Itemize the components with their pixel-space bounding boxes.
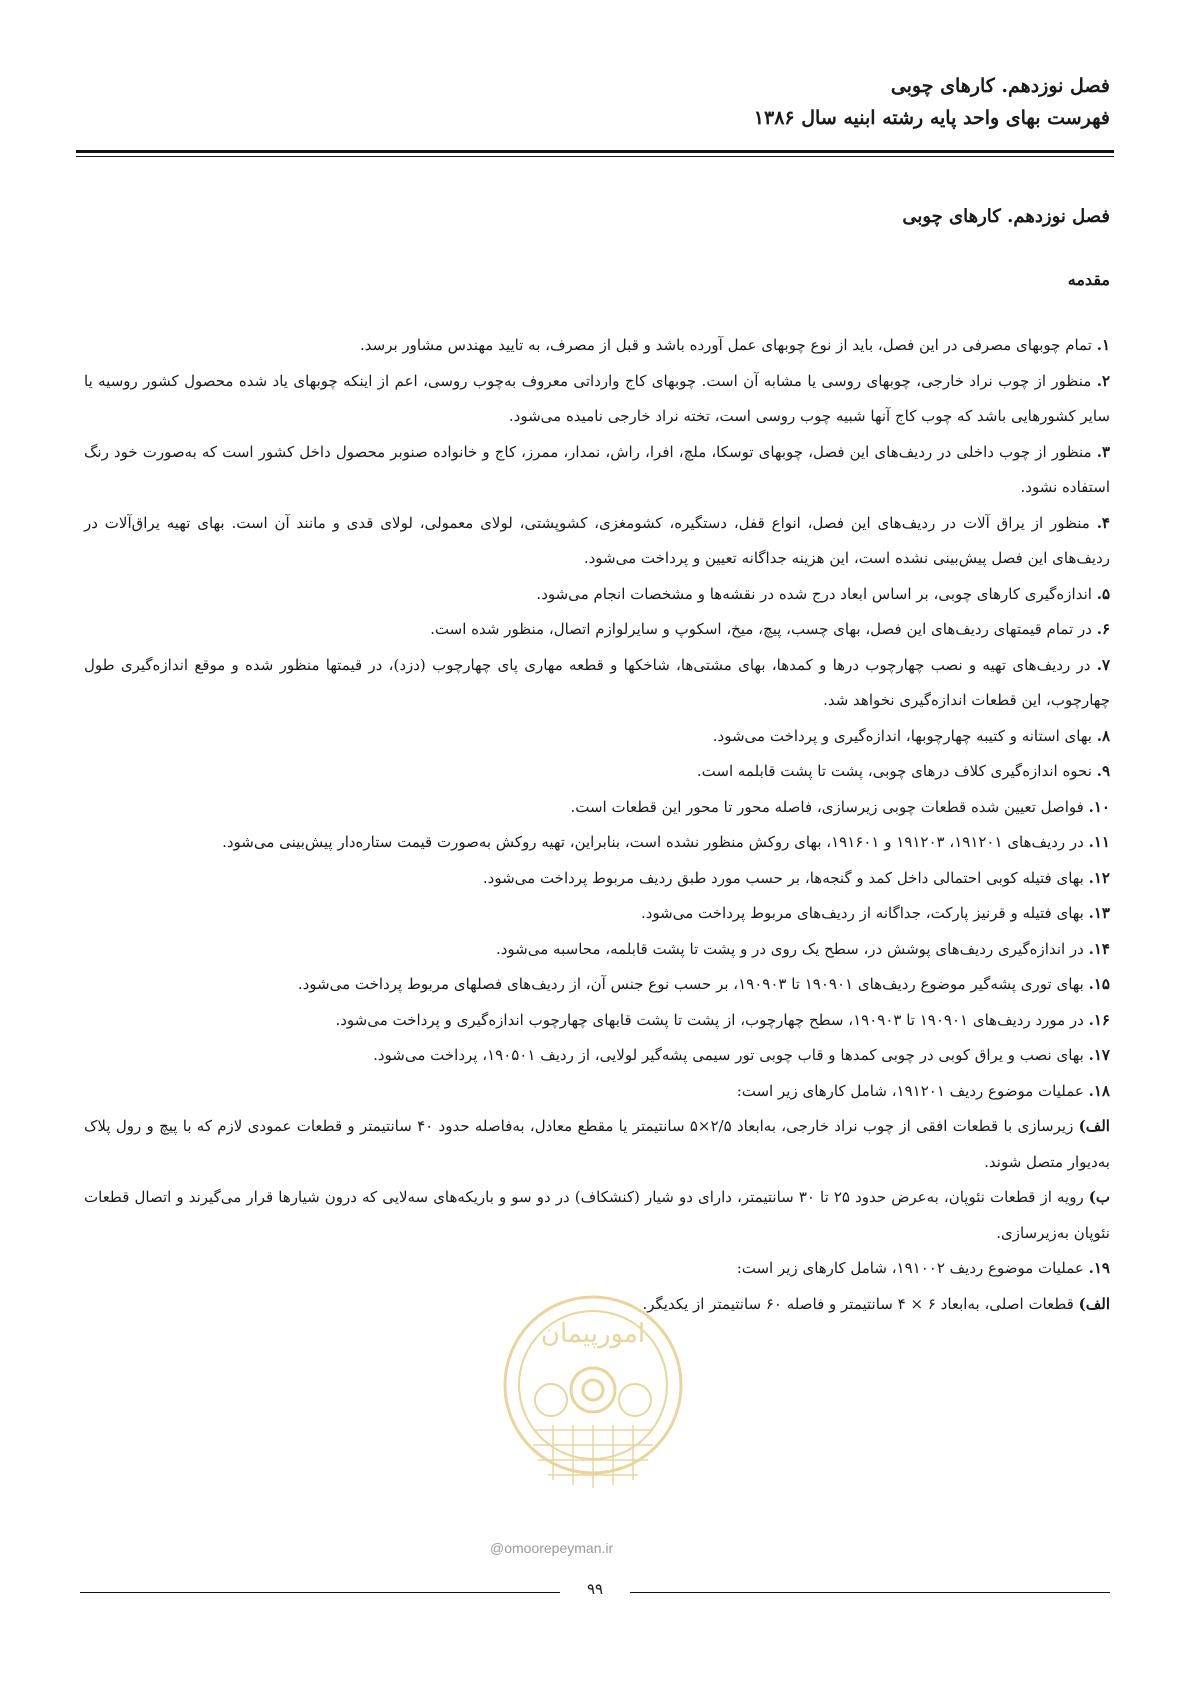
paragraph-text: بهای فتیله و قرنیز پارکت، جداگانه از ردیف‌های مربوط پرداخت می‌شود. [640, 904, 1084, 922]
paragraph [84, 932, 1110, 968]
paragraph-number: ۶. [1096, 620, 1110, 638]
paragraph-number: ب) [1088, 1188, 1111, 1206]
paragraph-number: ۱۶. [1088, 1010, 1110, 1029]
watermark-text: @omoorepeyman.ir [490, 1540, 614, 1556]
paragraph [84, 754, 1110, 790]
paragraph-text: منظور از چوب نراد خارجی، چوبهای روسی یا مشابه آن است. چوبهای کاج وارداتی معروف به‌چوب روسی، اعم از اینکه چوبهای یاد شده محصول کشور روسیه یا سایر کشورهایی باشد که چوب کاج آنها شبیه چوب روسی است، تخته نراد خارجی نامیده می‌شود. [84, 371, 1110, 425]
header-list-title: فهرست بهای واحد پایه رشته ابنیه سال ۱۳۸۶ [753, 107, 1110, 129]
paragraph [84, 577, 1110, 613]
paragraph [84, 364, 1110, 435]
seal-text: امورپیمان [540, 1319, 646, 1349]
paragraph-number: ۱. [1096, 336, 1110, 354]
paragraph-text: فواصل تعیین شده قطعات چوبی زیرسازی، فاصله محور تا محور این قطعات است. [570, 797, 1084, 816]
paragraph [84, 861, 1110, 897]
paragraph-text: در مورد ردیف‌های ۱۹۰۹۰۱ تا ۱۹۰۹۰۳، سطح چهارچوب، از پشت تا پشت قابهای چهارچوب اندازه‌گیری و پرداخت می‌شود. [335, 1010, 1084, 1029]
section-title: فصل نوزدهم. کارهای چوبی [902, 206, 1110, 227]
paragraph [84, 612, 1110, 648]
paragraph-number: ۳. [1096, 442, 1110, 461]
paragraph-text: در تمام قیمتهای ردیف‌های این فصل، بهای چسب، پیچ، میخ، اسکوپ و سایرلوازم اتصال، منظور شده است. [430, 620, 1092, 638]
paragraph-number: ۵. [1096, 584, 1110, 603]
paragraph-text: زیرسازی با قطعات افقی از چوب نراد خارجی، به‌ابعاد ۲/۵×۵ سانتیمتر یا مقطع معادل، به‌فاصله حدود ۴۰ سانتیمتر و قطعات عمودی لازم که با پیچ و رول پلاک به‌دیوار متصل شوند. [84, 1117, 1110, 1171]
paragraph-text: منظور از چوب داخلی در ردیف‌های این فصل، چوبهای توسکا، ملچ، افرا، راش، نمدار، ممرز، کاج و خانواده صنوبر محصول داخل کشور است که به‌صورت خود رنگ استفاده نشود. [84, 442, 1110, 496]
paragraph [84, 719, 1110, 755]
paragraph-number: ۹. [1096, 762, 1110, 780]
paragraph-number: الف) [1078, 1117, 1110, 1135]
paragraph [84, 825, 1110, 861]
paragraph-number: ۷. [1096, 655, 1110, 674]
page-footer [80, 1580, 1110, 1600]
paragraph-text: رویه از قطعات نئوپان، به‌عرض حدود ۲۵ تا ۳۰ سانتیمتر، دارای دو شیار (کنشکاف) در دو سو و باریکه‌های سه‌لایی که درون شیارها قرار می‌گیرند و اتصال قطعات نئوپان به‌زیرسازی. [84, 1188, 1110, 1242]
paragraph-text: نحوه اندازه‌گیری کلاف درهای چوبی، پشت تا پشت قابلمه است. [696, 762, 1092, 780]
seal-watermark-icon [493, 1280, 693, 1530]
paragraph-text: عملیات موضوع ردیف ۱۹۱۲۰۱، شامل کارهای زیر است: [736, 1081, 1084, 1100]
paragraph-number: ۲. [1096, 371, 1110, 390]
document-body [84, 328, 1110, 1322]
paragraph [84, 1074, 1110, 1110]
paragraph-number: ۸. [1096, 726, 1110, 745]
paragraph-text: بهای توری پشه‌گیر موضوع ردیف‌های ۱۹۰۹۰۱ تا ۱۹۰۹۰۳، بر حسب نوع جنس آن، از ردیف‌های فصلهای مربوط پرداخت می‌شود. [297, 975, 1084, 993]
paragraph-text: قطعات اصلی، به‌ابعاد ۶ × ۴ سانتیمتر و فاصله ۶۰ سانتیمتر از یکدیگر. [642, 1294, 1074, 1313]
header-rule-thin [76, 156, 1114, 157]
header-chapter: فصل نوزدهم. کارهای چوبی [890, 75, 1110, 97]
paragraph [84, 328, 1110, 364]
paragraph-text: در ردیف‌های ۱۹۱۲۰۱، ۱۹۱۲۰۳ و ۱۹۱۶۰۱، بهای روکش منظور نشده است، بنابراین، تهیه روکش به‌صورت قیمت ستاره‌دار پیش‌بینی می‌شود. [222, 833, 1084, 851]
paragraph-text: منظور از یراق آلات در ردیف‌های این فصل، انواع قفل، دستگیره، کشومغزی، کشوپشتی، لولای معمولی، لولای قدی و مانند آن است. بهای تهیه یراق‌آلات در ردیف‌های این فصل پیش‌بینی نشده است، این هزینه جداگانه تعیین و پرداخت می‌شود. [84, 513, 1110, 567]
paragraph-number: ۱۴. [1088, 939, 1110, 958]
paragraph-text: در ردیف‌های تهیه و نصب چهارچوب درها و کمدها، بهای مشتی‌ها، شاخکها و قطعه مهاری پای چهارچوب (دزد)، در قیمتها منظور شده و موقع اندازه‌گیری طول چهارچوب، این قطعات اندازه‌گیری نخواهد شد. [84, 655, 1110, 709]
paragraph-number: ۴. [1096, 513, 1110, 532]
paragraph [84, 967, 1110, 1003]
running-header [754, 70, 1110, 134]
paragraph-text: تمام چوبهای مصرفی در این فصل، باید از نوع چوبهای عمل آورده باشد و قبل از مصرف، به تایید مهندس مشاور برسد. [359, 336, 1092, 354]
paragraph-text: در اندازه‌گیری ردیف‌های پوشش در، سطح یک روی در و پشت تا پشت قابلمه، محاسبه می‌شود. [495, 939, 1084, 958]
paragraph-number: ۱۳. [1088, 904, 1110, 922]
intro-heading: مقدمه [1067, 270, 1110, 289]
page-number: ۹۹ [586, 1580, 604, 1598]
paragraph [84, 790, 1110, 826]
paragraph-text: بهای نصب و یراق کوبی در چوبی کمدها و قاب چوبی تور سیمی پشه‌گیر لولایی، از ردیف ۱۹۰۵۰۱، پرداخت می‌شود. [373, 1046, 1084, 1064]
paragraph-number: ۱۹. [1088, 1259, 1110, 1277]
paragraph [84, 435, 1110, 506]
paragraph-number: ۱۱. [1088, 833, 1110, 851]
paragraph [84, 896, 1110, 932]
paragraph-number: ۱۷. [1088, 1046, 1110, 1064]
paragraph-number: ۱۵. [1088, 975, 1110, 993]
paragraph-text: بهای استانه و کتیبه چهارچوبها، اندازه‌گیری و پرداخت می‌شود. [712, 726, 1092, 745]
paragraph-number: ۱۸. [1088, 1081, 1110, 1100]
paragraph-number: ۱۰. [1088, 797, 1110, 816]
paragraph-text: اندازه‌گیری کارهای چوبی، بر اساس ابعاد درج شده در نقشه‌ها و مشخصات انجام می‌شود. [536, 584, 1092, 603]
header-rule-thick [76, 150, 1114, 153]
paragraph-number: ۱۲. [1088, 868, 1110, 887]
paragraph-text: عملیات موضوع ردیف ۱۹۱۰۰۲، شامل کارهای زیر است: [736, 1259, 1084, 1277]
paragraph [84, 506, 1110, 577]
paragraph [84, 648, 1110, 719]
paragraph [84, 1109, 1110, 1180]
paragraph [84, 1038, 1110, 1074]
paragraph-text: بهای فتیله کوبی احتمالی داخل کمد و گنجه‌ها، بر حسب مورد طبق ردیف مربوط پرداخت می‌شود. [482, 868, 1084, 887]
paragraph-number: الف) [1078, 1294, 1110, 1313]
paragraph [84, 1180, 1110, 1251]
paragraph [84, 1003, 1110, 1039]
